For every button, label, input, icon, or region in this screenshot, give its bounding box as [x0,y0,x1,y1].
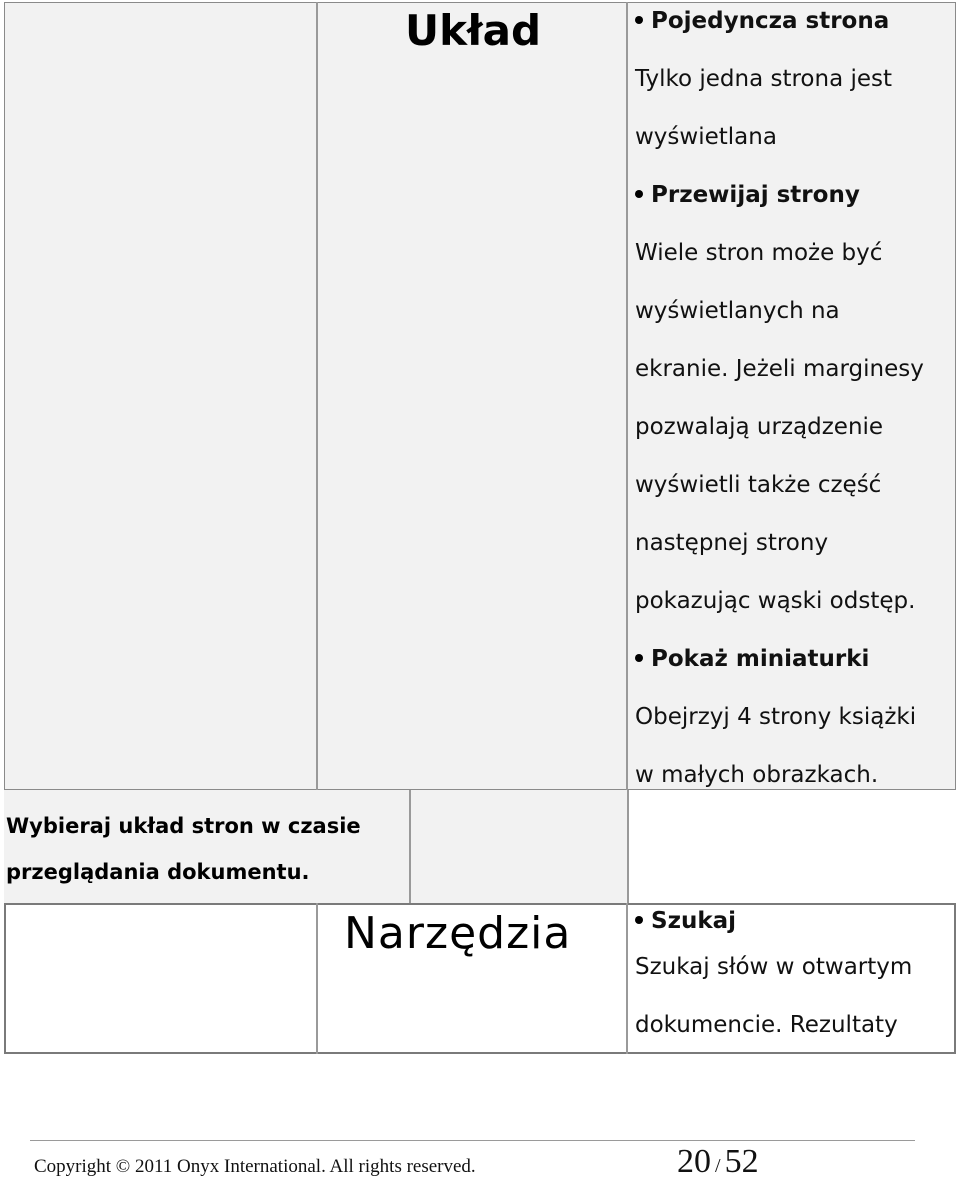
option-desc-line: Obejrzyj 4 strony książki [635,704,917,730]
option-desc-line: pokazując wąski odstęp. [635,588,916,614]
option-desc-line: wyświetli także część [635,472,882,498]
page-number [677,1143,759,1181]
layout-divider-1 [316,2,318,790]
layout-heading: Układ [405,6,542,55]
layout-options [635,0,924,804]
footer-copyright: Copyright © 2011 Onyx International. All rights reserved. [34,1156,476,1177]
layout-heading-cell [318,3,626,789]
tools-options [635,892,912,1054]
option-scroll-pages-title: Przewijaj strony [651,182,860,208]
page-current: 20 [677,1143,711,1180]
option-desc-line: ekranie. Jeżeli marginesy [635,356,924,382]
tools-divider-2 [626,903,628,1054]
option-search-title: Szukaj [651,908,737,934]
option-desc-line: Szukaj słów w otwartym [635,954,913,980]
caption-divider-2 [627,790,629,903]
option-desc-line: dokumencie. Rezultaty [635,1012,898,1038]
option-desc-line: Wiele stron może być [635,240,883,266]
option-desc-line: Tylko jedna strona jest [635,66,893,92]
option-thumbnails [635,630,924,688]
layout-divider-2 [626,2,628,790]
layout-caption [6,803,361,895]
tools-divider-1 [316,903,318,1054]
bullet-icon [635,16,643,24]
option-desc-line: pozwalają urządzenie [635,414,884,440]
option-desc-line: następnej strony [635,530,829,556]
layout-image-cell [5,3,316,789]
bullet-icon [635,190,643,198]
option-single-page [635,0,924,50]
option-single-page-title: Pojedyncza strona [651,8,890,34]
caption-line: przeglądania dokumentu. [6,860,310,884]
tools-heading: Narzędzia [344,908,572,959]
option-thumbnails-title: Pokaż miniaturki [651,646,870,672]
page-separator: / [715,1155,721,1177]
bullet-icon [635,916,643,924]
footer-rule [30,1140,915,1141]
option-scroll-pages [635,166,924,224]
caption-line: Wybieraj układ stron w czasie [6,814,361,838]
bullet-icon [635,654,643,662]
option-desc-line: wyświetlanych na [635,298,840,324]
caption-empty-cell [411,790,627,903]
page-total: 52 [724,1143,759,1180]
option-desc-line: w małych obrazkach. [635,762,879,788]
option-desc-line: wyświetlana [635,124,777,150]
